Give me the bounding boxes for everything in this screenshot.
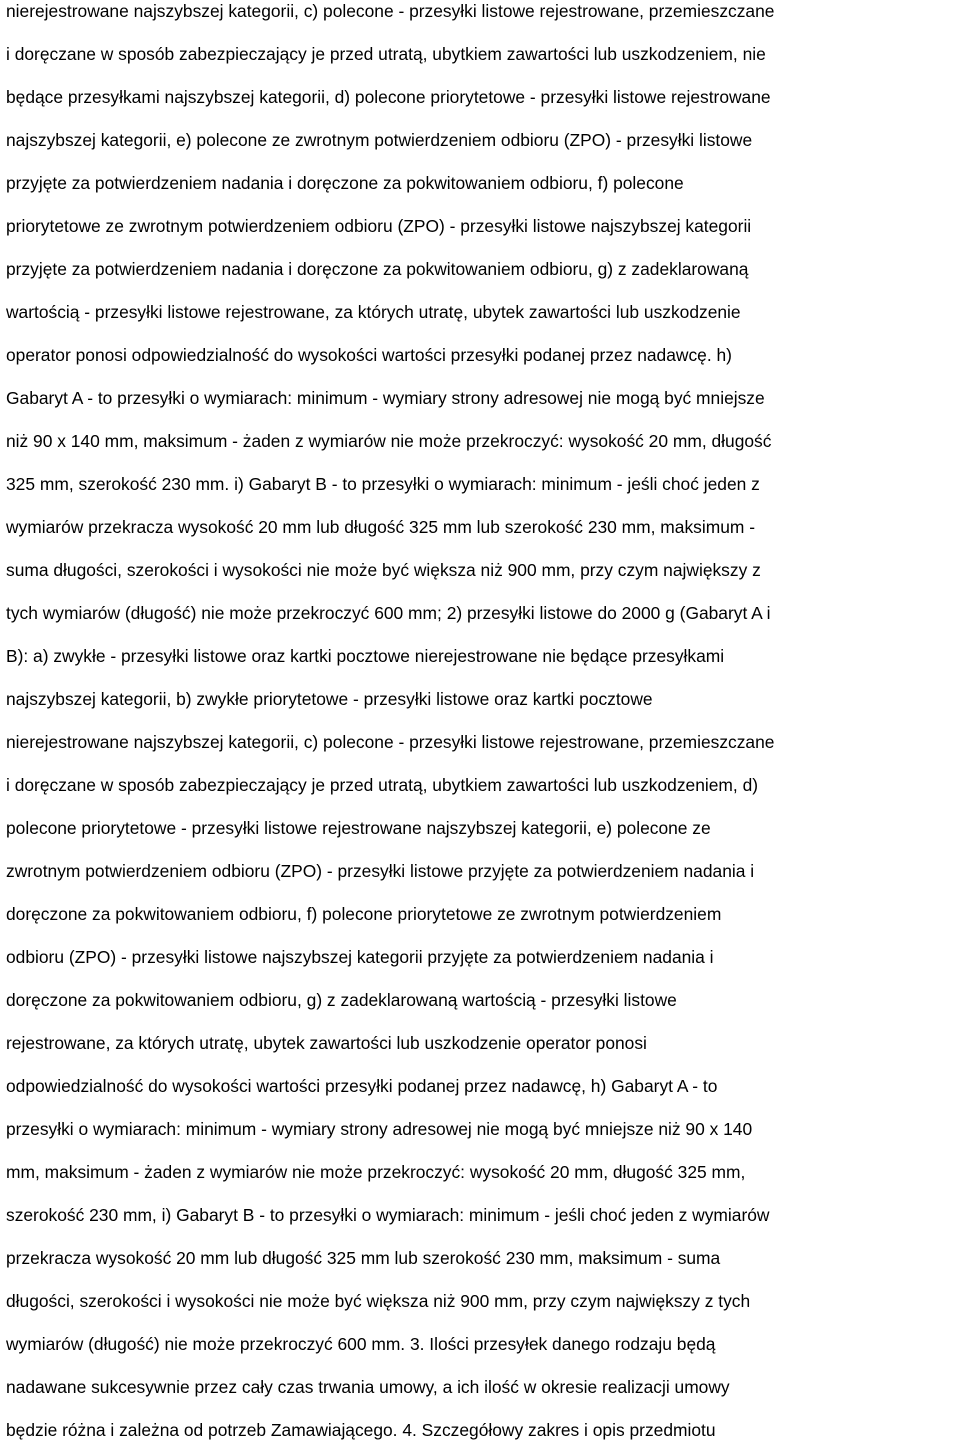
text-line-28: mm, maksimum - żaden z wymiarów nie może przekroczyć: wysokość 20 mm, długość 325 mm, [6, 1162, 746, 1182]
text-line-26: odpowiedzialność do wysokości wartości przesyłki podanej przez nadawcę, h) Gabaryt A - to [6, 1076, 718, 1096]
text-line-20: polecone priorytetowe - przesyłki listowe rejestrowane najszybszej kategorii, e) polecone ze [6, 818, 711, 838]
text-line-15: tych wymiarów (długość) nie może przekroczyć 600 mm; 2) przesyłki listowe do 2000 g (Gabaryt A i [6, 603, 771, 623]
text-line-30: przekracza wysokość 20 mm lub długość 325 mm lub szerokość 230 mm, maksimum - suma [6, 1248, 721, 1268]
text-line-22: doręczone za pokwitowaniem odbioru, f) polecone priorytetowe ze zwrotnym potwierdzeniem [6, 904, 722, 924]
text-line-16: B): a) zwykłe - przesyłki listowe oraz kartki pocztowe nierejestrowane nie będące przesyłkami [6, 646, 725, 666]
text-line-18: nierejestrowane najszybszej kategorii, c) polecone - przesyłki listowe rejestrowane, przemieszczane [6, 732, 775, 752]
text-line-13: wymiarów przekracza wysokość 20 mm lub długość 325 mm lub szerokość 230 mm, maksimum - [6, 517, 755, 537]
text-line-5: przyjęte za potwierdzeniem nadania i doręczone za pokwitowaniem odbioru, f) polecone [6, 173, 684, 193]
text-line-11: niż 90 x 140 mm, maksimum - żaden z wymiarów nie może przekroczyć: wysokość 20 mm, długość [6, 431, 772, 451]
text-line-14: suma długości, szerokości i wysokości nie może być większa niż 900 mm, przy czym największy z [6, 560, 761, 580]
text-line-2: i doręczane w sposób zabezpieczający je przed utratą, ubytkiem zawartości lub uszkodzeniem, nie [6, 44, 766, 64]
text-line-7: przyjęte za potwierdzeniem nadania i doręczone za pokwitowaniem odbioru, g) z zadeklarowaną [6, 259, 749, 279]
text-line-3: będące przesyłkami najszybszej kategorii, d) polecone priorytetowe - przesyłki listowe rejestrowane [6, 87, 771, 107]
text-line-9: operator ponosi odpowiedzialność do wysokości wartości przesyłki podanej przez nadawcę. h) [6, 345, 732, 365]
text-line-23: odbioru (ZPO) - przesyłki listowe najszybszej kategorii przyjęte za potwierdzeniem nadania i [6, 947, 714, 967]
text-line-19: i doręczane w sposób zabezpieczający je przed utratą, ubytkiem zawartości lub uszkodzeniem, d) [6, 775, 759, 795]
text-line-33: nadawane sukcesywnie przez cały czas trwania umowy, a ich ilość w okresie realizacji umowy [6, 1377, 730, 1397]
text-line-8: wartością - przesyłki listowe rejestrowane, za których utratę, ubytek zawartości lub uszkodzenie [6, 302, 741, 322]
text-line-34: będzie różna i zależna od potrzeb Zamawiającego. 4. Szczegółowy zakres i opis przedmiotu [6, 1420, 716, 1440]
text-line-21: zwrotnym potwierdzeniem odbioru (ZPO) - przesyłki listowe przyjęte za potwierdzeniem nadania i [6, 861, 755, 881]
text-line-25: rejestrowane, za których utratę, ubytek zawartości lub uszkodzenie operator ponosi [6, 1033, 647, 1053]
text-line-10: Gabaryt A - to przesyłki o wymiarach: minimum - wymiary strony adresowej nie mogą być mniejsze [6, 388, 765, 408]
text-line-1: nierejestrowane najszybszej kategorii, c) polecone - przesyłki listowe rejestrowane, przemieszczane [6, 1, 775, 21]
text-line-32: wymiarów (długość) nie może przekroczyć 600 mm. 3. Ilości przesyłek danego rodzaju będą [6, 1334, 716, 1354]
text-line-6: priorytetowe ze zwrotnym potwierdzeniem odbioru (ZPO) - przesyłki listowe najszybszej kategorii [6, 216, 752, 236]
text-line-4: najszybszej kategorii, e) polecone ze zwrotnym potwierdzeniem odbioru (ZPO) - przesyłki listowe [6, 130, 753, 150]
text-line-12: 325 mm, szerokość 230 mm. i) Gabaryt B - to przesyłki o wymiarach: minimum - jeśli choć jeden z [6, 474, 760, 494]
text-line-27: przesyłki o wymiarach: minimum - wymiary strony adresowej nie mogą być mniejsze niż 90 x 140 [6, 1119, 753, 1139]
text-line-24: doręczone za pokwitowaniem odbioru, g) z zadeklarowaną wartością - przesyłki listowe [6, 990, 677, 1010]
text-line-29: szerokość 230 mm, i) Gabaryt B - to przesyłki o wymiarach: minimum - jeśli choć jeden z wymiarów [6, 1205, 770, 1225]
text-line-31: długości, szerokości i wysokości nie może być większa niż 900 mm, przy czym największy z tych [6, 1291, 751, 1311]
text-line-17: najszybszej kategorii, b) zwykłe priorytetowe - przesyłki listowe oraz kartki pocztowe [6, 689, 653, 709]
